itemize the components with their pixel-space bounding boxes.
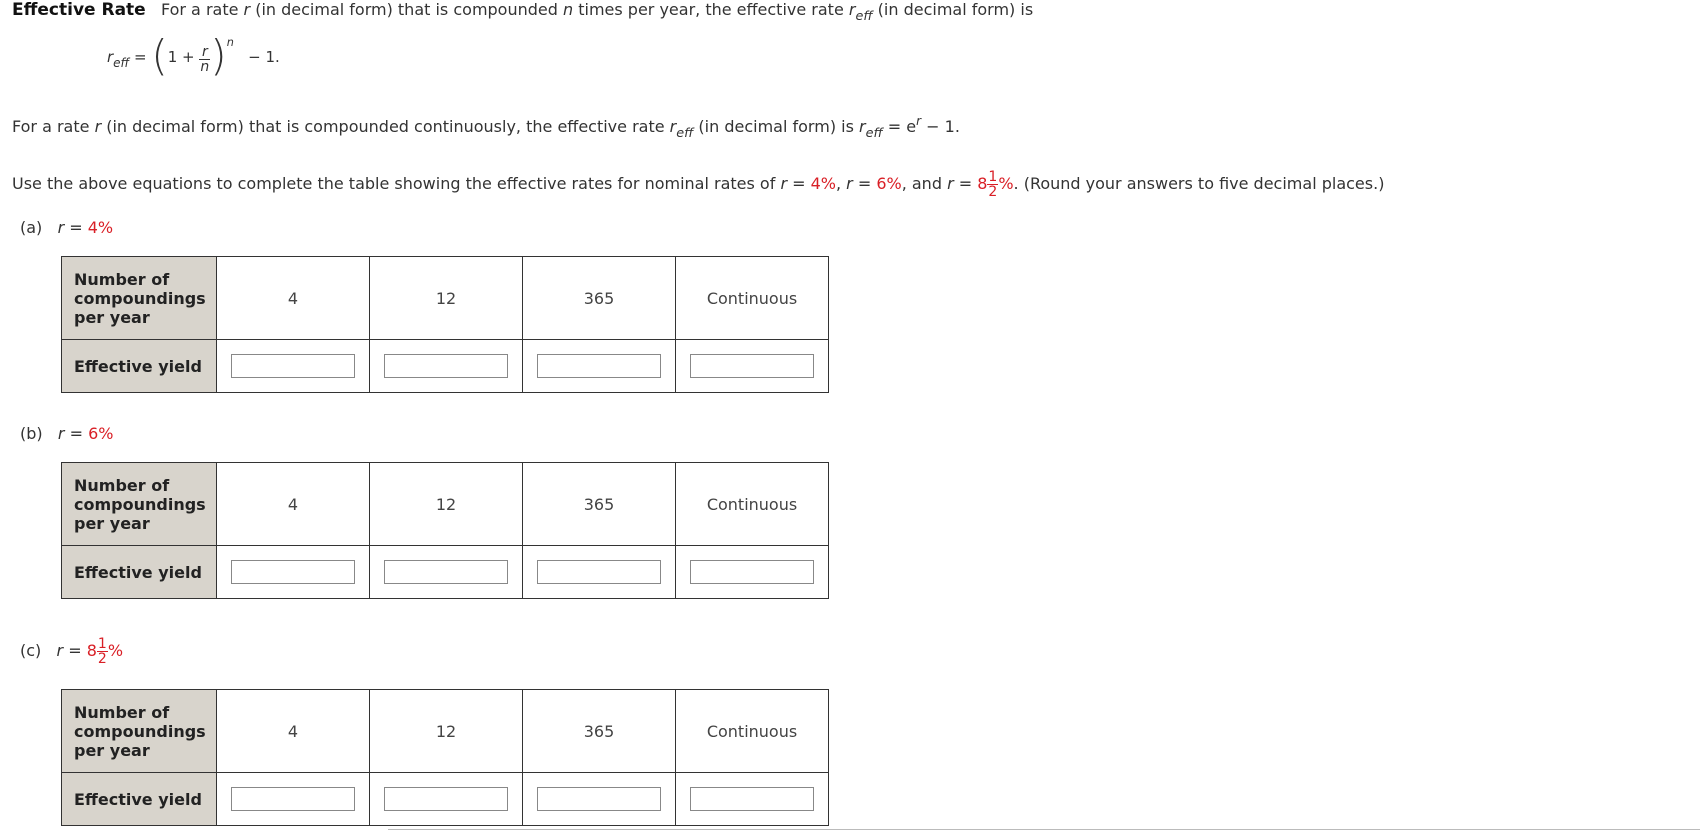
open-paren: ( (151, 31, 168, 80)
table-c-col-continuous: Continuous (676, 690, 829, 773)
table-a-col-continuous: Continuous (676, 257, 829, 340)
hdr-line-1: Number of (74, 475, 170, 495)
hdr-line-1: Number of (74, 269, 170, 289)
table-c-row-compoundings (62, 690, 829, 773)
intro-text-3: times per year, the effective rate (573, 0, 849, 19)
hdr-line-2: compoundings (74, 288, 206, 308)
answer-input-a-continuous[interactable] (690, 354, 814, 378)
part-b-letter: (b) (20, 424, 43, 443)
instr-var-r1: r (780, 174, 788, 193)
cont-exponent: r (916, 114, 922, 128)
answer-input-a-4[interactable] (231, 354, 355, 378)
var-n: n (563, 0, 574, 19)
intro-text-1: For a rate (160, 0, 244, 19)
table-b-cell-4 (217, 546, 370, 599)
cont-var-reff-2: r (859, 117, 866, 136)
table-b-row-compoundings (62, 463, 829, 546)
instr-text-2: , (835, 174, 847, 193)
part-c-frac-den: 2 (97, 651, 107, 667)
table-a-col-4: 4 (217, 257, 370, 340)
part-a-label (20, 218, 113, 237)
table-a-cell-12 (370, 340, 523, 393)
table-c-col-4: 4 (217, 690, 370, 773)
table-a-header-yield: Effective yield (62, 340, 217, 393)
hdr-line-3: per year (74, 307, 150, 327)
hdr-line-2: compoundings (74, 494, 206, 514)
formula-equals: = (134, 47, 147, 66)
part-a-letter: (a) (20, 218, 43, 237)
cont-var-reff: r (669, 117, 677, 136)
answer-input-c-365[interactable] (537, 787, 661, 811)
formula-lhs: r (107, 47, 114, 66)
part-c-frac-num: 1 (97, 636, 107, 652)
part-b-label (20, 424, 113, 443)
instr-text-4: . (Round your answers to five decimal places.) (1013, 174, 1385, 193)
part-a-eq: = (64, 218, 88, 237)
frac-denominator: n (200, 58, 210, 75)
instr-eq2: = (852, 174, 877, 193)
table-a-col-365: 365 (523, 257, 676, 340)
table-a-row-compoundings (62, 257, 829, 340)
table-c-row-yield (62, 773, 829, 826)
answer-input-b-4[interactable] (231, 560, 355, 584)
cont-text-1: For a rate (12, 117, 95, 136)
instr-rate-2: 6% (876, 174, 902, 193)
table-b-cell-continuous (676, 546, 829, 599)
instr-frac-num: 1 (988, 169, 998, 185)
part-a-var: r (57, 218, 65, 237)
table-c-header-compoundings (62, 690, 217, 773)
intro-text-4: (in decimal form) is (872, 0, 1034, 19)
table-b-col-4: 4 (217, 463, 370, 546)
answer-input-a-365[interactable] (537, 354, 661, 378)
hdr-line-3: per year (74, 513, 150, 533)
instr-eq1: = (787, 174, 811, 193)
instr-rate-1: 4% (810, 174, 836, 193)
frac-numerator: r (201, 43, 208, 60)
part-b-rate: 6% (88, 424, 114, 443)
table-a-cell-365 (523, 340, 676, 393)
part-b-eq: = (64, 424, 89, 443)
table-c-col-365: 365 (523, 690, 676, 773)
table-b (61, 462, 829, 599)
table-c-header-yield: Effective yield (62, 773, 217, 826)
instr-var-r3: r (947, 174, 954, 193)
continuous-line (12, 114, 960, 141)
cont-text-2: (in decimal form) that is compounded continuously, the effective rate (101, 117, 670, 136)
part-c-rate (86, 636, 124, 667)
cont-var-r: r (94, 117, 102, 136)
part-a-rate: 4% (87, 218, 114, 237)
instr-text-1: Use the above equations to complete the table showing the effective rates for nominal rates of (12, 174, 781, 193)
formula-tail: − 1. (248, 47, 280, 66)
table-a-cell-4 (217, 340, 370, 393)
cont-text-4: = e (882, 117, 917, 136)
intro-text-2: (in decimal form) that is compounded (250, 0, 563, 19)
formula-one-plus: 1 + (167, 47, 195, 66)
cont-var-reff-sub: eff (676, 126, 694, 141)
formula-exponent: n (226, 35, 234, 49)
instr-rate-3-fraction (987, 170, 998, 199)
table-c-col-12: 12 (370, 690, 523, 773)
answer-input-b-continuous[interactable] (690, 560, 814, 584)
instr-rate-3 (977, 169, 1014, 200)
table-b-row-yield (62, 546, 829, 599)
instr-rate-3-whole: 8 (977, 174, 988, 193)
table-b-col-12: 12 (370, 463, 523, 546)
table-c-cell-12 (370, 773, 523, 826)
table-a-header-compoundings (62, 257, 217, 340)
answer-input-c-continuous[interactable] (690, 787, 814, 811)
instr-var-r2: r (846, 174, 853, 193)
instr-eq3: = (953, 174, 978, 193)
part-b-var: r (57, 424, 65, 443)
hdr-line-3: per year (74, 740, 150, 760)
table-a-col-12: 12 (370, 257, 523, 340)
instr-rate-3-pct: % (998, 174, 1014, 193)
effective-rate-formula (107, 31, 280, 90)
table-c-cell-365 (523, 773, 676, 826)
instructions-line (12, 170, 1384, 199)
answer-input-c-4[interactable] (231, 787, 355, 811)
part-c-rate-whole: 8 (86, 641, 97, 660)
answer-input-c-12[interactable] (384, 787, 508, 811)
instr-text-3: , and (901, 174, 948, 193)
section-title: Effective Rate (12, 0, 146, 20)
cont-text-5: − 1. (921, 117, 960, 136)
table-b-cell-365 (523, 546, 676, 599)
part-c-var: r (56, 641, 64, 660)
var-reff: r (848, 0, 856, 19)
formula-lhs-sub: eff (113, 55, 130, 70)
table-a (61, 256, 829, 393)
hdr-line-1: Number of (74, 702, 170, 722)
part-c-rate-pct: % (107, 641, 124, 660)
table-b-col-365: 365 (523, 463, 676, 546)
table-b-col-continuous: Continuous (676, 463, 829, 546)
table-a-row-yield (62, 340, 829, 393)
var-r: r (243, 0, 251, 19)
part-c-label (20, 637, 123, 666)
close-paren: ) (210, 31, 227, 80)
part-c-eq: = (63, 641, 87, 660)
cont-var-reff-sub-2: eff (865, 126, 883, 141)
table-b-header-compoundings (62, 463, 217, 546)
part-c-rate-fraction (97, 637, 108, 666)
part-c-letter: (c) (20, 641, 42, 660)
answer-input-b-12[interactable] (384, 560, 508, 584)
var-reff-sub: eff (855, 9, 873, 24)
table-b-cell-12 (370, 546, 523, 599)
cont-text-3: (in decimal form) is (693, 117, 860, 136)
intro-line (12, 0, 1033, 22)
table-c (61, 689, 829, 826)
hdr-line-2: compoundings (74, 721, 206, 741)
table-b-header-yield: Effective yield (62, 546, 217, 599)
table-c-cell-4 (217, 773, 370, 826)
table-a-cell-continuous (676, 340, 829, 393)
answer-input-a-12[interactable] (384, 354, 508, 378)
answer-input-b-365[interactable] (537, 560, 661, 584)
table-c-cell-continuous (676, 773, 829, 826)
formula-fraction (199, 45, 210, 74)
instr-frac-den: 2 (988, 184, 998, 200)
